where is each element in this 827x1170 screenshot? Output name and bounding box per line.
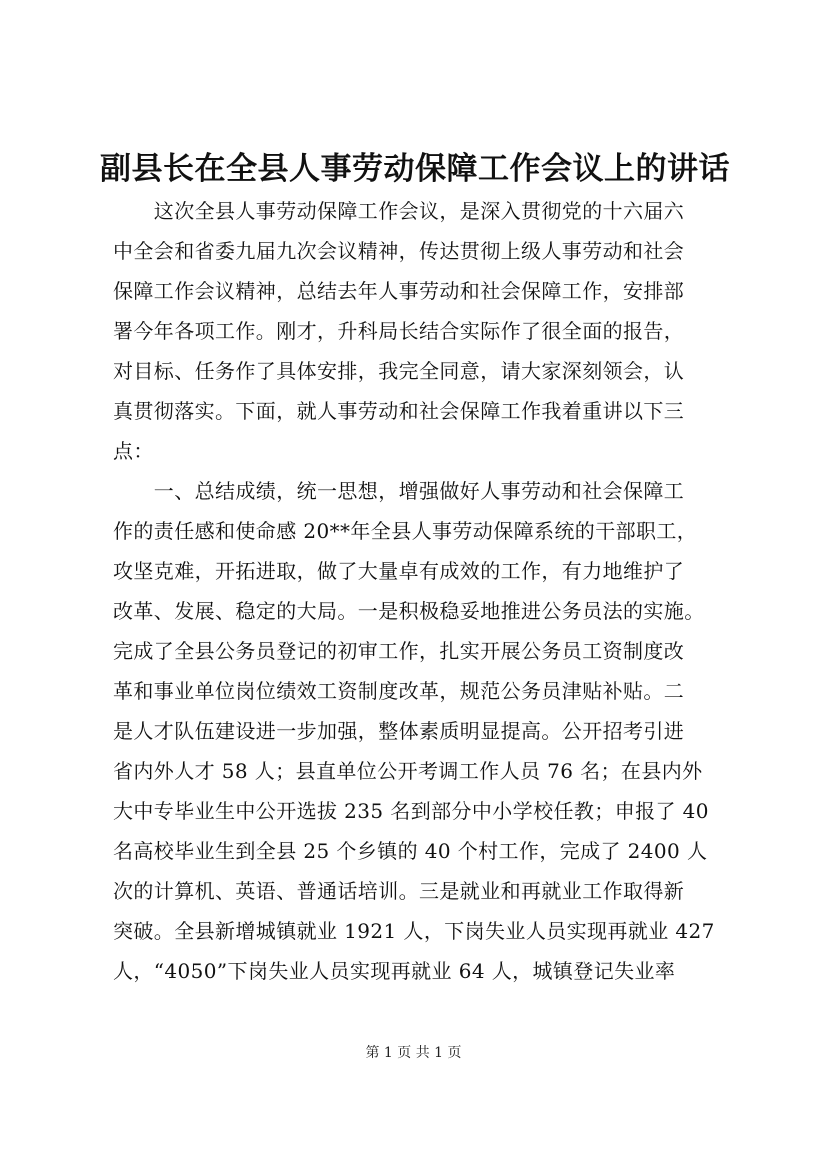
body-line: 署今年各项工作。刚才，升科局长结合实际作了很全面的报告， (113, 319, 685, 343)
body-line: 突破。全县新增城镇就业 1921 人，下岗失业人员实现再就业 427 (113, 919, 715, 943)
body-line: 改革、发展、稳定的大局。一是积极稳妥地推进公务员法的实施。 (113, 599, 705, 623)
body-line: 真贯彻落实。下面，就人事劳动和社会保障工作我着重讲以下三 (113, 399, 685, 423)
body-line: 保障工作会议精神，总结去年人事劳动和社会保障工作，安排部 (113, 279, 685, 303)
body-line: 革和事业单位岗位绩效工资制度改革，规范公务员津贴补贴。二 (113, 679, 685, 703)
document-title: 副县长在全县人事劳动保障工作会议上的讲话 (100, 151, 730, 187)
body-line: 一、总结成绩，统一思想，增强做好人事劳动和社会保障工 (113, 479, 685, 503)
body-line: 人，“4050”下岗失业人员实现再就业 64 人，城镇登记失业率 (113, 959, 676, 983)
body-line: 完成了全县公务员登记的初审工作，扎实开展公务员工资制度改 (113, 639, 685, 663)
page-number-footer: 第 1 页 共 1 页 (365, 1045, 462, 1061)
body-line: 点： (113, 439, 154, 463)
body-line: 大中专毕业生中公开选拔 235 名到部分中小学校任教；申报了 40 (113, 799, 709, 823)
body-line: 作的责任感和使命感 20**年全县人事劳动保障系统的干部职工， (113, 519, 698, 543)
body-line: 中全会和省委九届九次会议精神，传达贯彻上级人事劳动和社会 (113, 239, 685, 263)
body-line: 省内外人才 58 人；县直单位公开考调工作人员 76 名；在县内外 (113, 759, 703, 783)
body-line: 次的计算机、英语、普通话培训。三是就业和再就业工作取得新 (113, 879, 685, 903)
body-line: 对目标、任务作了具体安排，我完全同意，请大家深刻领会，认 (113, 359, 685, 383)
body-line: 这次全县人事劳动保障工作会议，是深入贯彻党的十六届六 (113, 199, 685, 223)
document-body (113, 191, 738, 991)
body-line: 名高校毕业生到全县 25 个乡镇的 40 个村工作，完成了 2400 人 (113, 839, 708, 863)
body-line: 攻坚克难，开拓进取，做了大量卓有成效的工作，有力地维护了 (113, 559, 685, 583)
body-line: 是人才队伍建设进一步加强，整体素质明显提高。公开招考引进 (113, 719, 685, 743)
